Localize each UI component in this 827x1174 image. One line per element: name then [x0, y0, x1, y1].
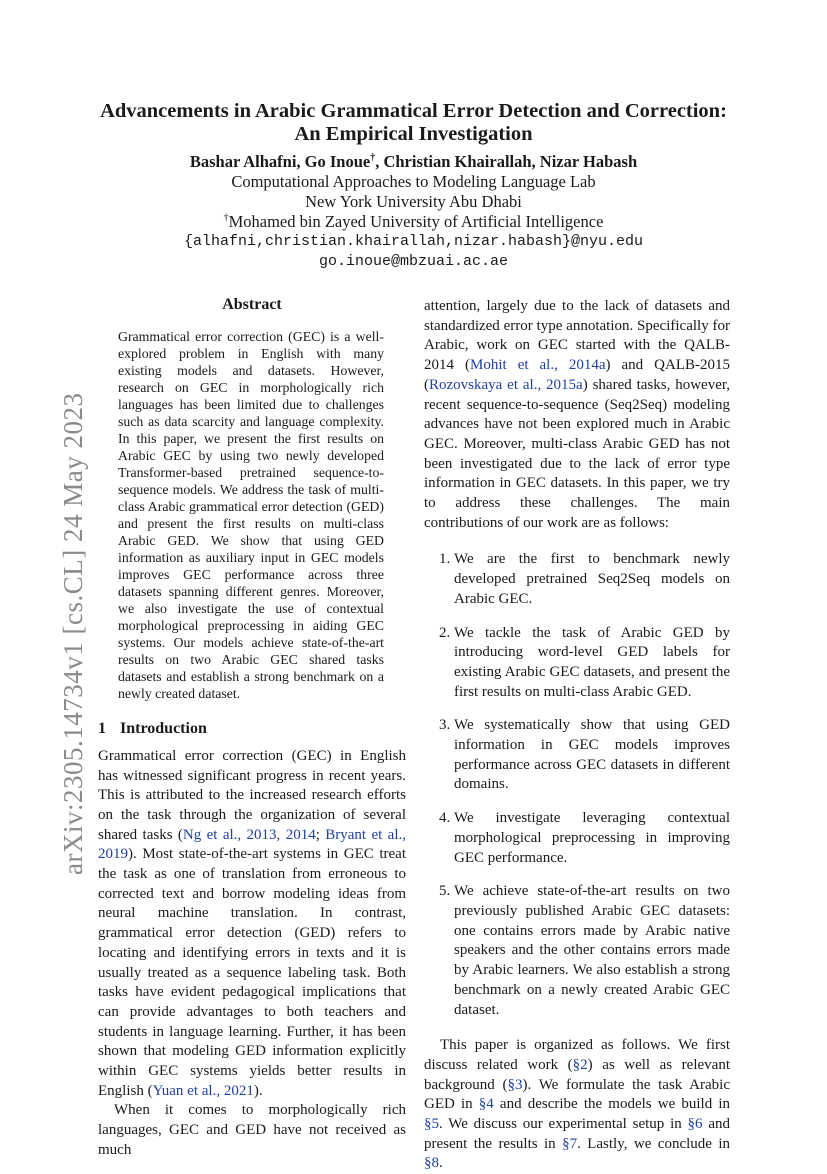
affiliation-3-line	[80, 212, 747, 232]
affiliation-1: Computational Approaches to Modeling Language Lab	[231, 172, 596, 191]
affiliation-3: Mohamed bin Zayed University of Artificial Intelligence	[228, 212, 604, 231]
right-p1-text-c: ) shared tasks, however, recent sequence-to-sequence (Seq2Seq) modeling advances have not been explored much in Arabic GEC. Moreover, multi-class Arabic GED has not been investigated due to the lack of error type information in GEC datasets. In this paper, we try to address these challenges. The main contributions of our work are as follows:	[424, 376, 730, 531]
org-text-a: This paper is organized as follows. We first discuss related work (	[424, 1037, 730, 1073]
organization-paragraph	[424, 1036, 730, 1174]
list-item	[424, 882, 730, 1020]
paper-title	[80, 100, 747, 146]
author-block	[80, 152, 747, 272]
intro-number: 1	[98, 719, 106, 737]
section-ref-3[interactable]: §3	[507, 1076, 523, 1093]
org-text-d: and describe the models we build in	[493, 1096, 731, 1113]
citation-rozovskaya[interactable]: Rozovskaya et al., 2015a	[429, 376, 583, 393]
org-text-f: and present the results in	[424, 1116, 730, 1152]
list-item	[424, 624, 730, 703]
list-number: 3.	[439, 717, 451, 734]
list-item-text: We are the first to benchmark newly developed pretrained Seq2Seq models on Arabic GEC.	[454, 551, 730, 607]
title-line-2: An Empirical Investigation	[294, 123, 533, 145]
org-text-e: . We discuss our experimental setup in	[439, 1116, 688, 1133]
contributions-list	[424, 550, 730, 1020]
section-ref-2[interactable]: §2	[572, 1056, 588, 1073]
right-p1-text-b: ) and QALB-2015 (	[424, 357, 731, 393]
intro-heading	[98, 720, 406, 738]
list-item-text: We tackle the task of Arabic GED by introducing word-level GED labels for existing Arabic GEC datasets, and present the first results on multi-class Arabic GED.	[454, 624, 730, 700]
section-ref-7[interactable]: §7	[562, 1135, 578, 1152]
author-names-part-2: , Christian Khairallah, Nizar Habash	[375, 152, 638, 171]
email-1[interactable]: {alhafni,christian.khairallah,nizar.habash}@nyu.edu	[183, 233, 644, 250]
list-number: 5.	[439, 883, 451, 900]
section-ref-5[interactable]: §5	[424, 1116, 439, 1133]
intro-paragraph-2: When it comes to morphologically rich languages, GEC and GED have not received as much	[98, 1102, 406, 1158]
section-ref-4[interactable]: §4	[478, 1096, 494, 1113]
intro-p1-sep: ;	[315, 826, 326, 843]
org-text-b: ) as well as relevant background (	[424, 1056, 730, 1093]
list-item	[424, 716, 730, 795]
intro-p1-text-b: ). Most state-of-the-art systems in GEC treat the task as one of translation from erroneous to corrected text and borrow modeling ideas from neural machine translation. In contrast, grammatical error detection (GED) refers to locating and identifying errors in texts and it is usually treated as a sequence labeling task. Both tasks have evident pedagogical implications that can provide advantages to both teachers and students in language learning. Further, it has been shown that modeling GED information explicitly within GEC systems yields better results in English (	[98, 846, 406, 1099]
citation-ng[interactable]: Ng et al., 2013, 2014	[182, 826, 316, 843]
org-text-g: . Lastly, we conclude in	[577, 1135, 730, 1152]
email-2[interactable]: go.inoue@mbzuai.ac.ae	[318, 253, 509, 270]
section-ref-6[interactable]: §6	[687, 1116, 703, 1133]
contributions-list-wrapper	[424, 550, 730, 1020]
author-names-part-1: Bashar Alhafni, Go Inoue	[189, 152, 371, 171]
intro-title: Introduction	[120, 719, 207, 737]
list-item-text: We systematically show that using GED information in GEC models improves performance across GEC datasets in different domains.	[454, 717, 730, 793]
arxiv-stamp-text: arXiv:2305.14734v1 [cs.CL] 24 May 2023	[58, 392, 88, 875]
dagger-mark: †	[370, 152, 376, 164]
org-text-c: ). We formulate the task Arabic GED in	[424, 1076, 730, 1113]
list-item	[424, 809, 730, 868]
intro-paragraph-1	[98, 747, 406, 1102]
affiliation-dagger: †	[223, 212, 229, 224]
citation-yuan[interactable]: Yuan et al., 2021	[152, 1082, 254, 1099]
right-p1-text-a: attention, largely due to the lack of datasets and standardized error type annotation. Specifically for Arabic, work on GEC started with the QALB-2014 (	[424, 298, 730, 374]
list-item-text: We investigate leveraging contextual morphological preprocessing in improving GEC performance.	[454, 810, 730, 866]
section-ref-8[interactable]: §8	[424, 1155, 439, 1172]
title-line-1: Advancements in Arabic Grammatical Error Detection and Correction:	[100, 100, 727, 122]
citation-bryant[interactable]: Bryant et al., 2019	[98, 826, 407, 863]
arxiv-stamp	[18, 355, 88, 875]
intro-p1-text-c: ).	[253, 1082, 263, 1099]
citation-mohit[interactable]: Mohit et al., 2014a	[470, 357, 606, 374]
left-column	[98, 296, 406, 1161]
affiliation-2: New York University Abu Dhabi	[305, 192, 522, 211]
list-number: 2.	[439, 624, 451, 641]
abstract-heading: Abstract	[222, 296, 282, 313]
right-column	[424, 297, 730, 1174]
list-number: 1.	[439, 551, 451, 568]
right-paragraph-1	[424, 297, 730, 533]
list-item-text: We achieve state-of-the-art results on two previously published Arabic GEC datasets: one contains errors made by Arabic native speakers and the other contains errors made by Arabic learners. We also establish a strong benchmark on a newly created Arabic GEC dataset.	[454, 883, 730, 1018]
list-number: 4.	[439, 810, 451, 827]
org-text-h: .	[439, 1155, 443, 1172]
intro-p1-text-a: Grammatical error correction (GEC) in English has witnessed significant progress in recent years. This is attributed to the increased research efforts on the task through the organization of several shared tasks (	[98, 747, 406, 843]
abstract-text: Grammatical error correction (GEC) is a well-explored problem in English with many existing models and datasets. However, research on GEC in morphologically rich languages has been limited due to challenges such as data scarcity and language complexity. In this paper, we present the first results on Arabic GEC by using two newly developed Transformer-based pretrained sequence-to-sequence models. We address the task of multi-class Arabic grammatical error detection (GED) and present the first results on multi-class Arabic GED. We show that using GED information as auxiliary input in GEC models improves GEC performance across three datasets spanning different genres. Moreover, we also investigate the use of contextual morphological preprocessing in aiding GEC systems. Our models achieve state-of-the-art results on two Arabic GEC shared tasks datasets and establish a strong benchmark on a newly created dataset.	[118, 328, 384, 701]
list-item	[424, 550, 730, 609]
author-names	[80, 152, 747, 172]
